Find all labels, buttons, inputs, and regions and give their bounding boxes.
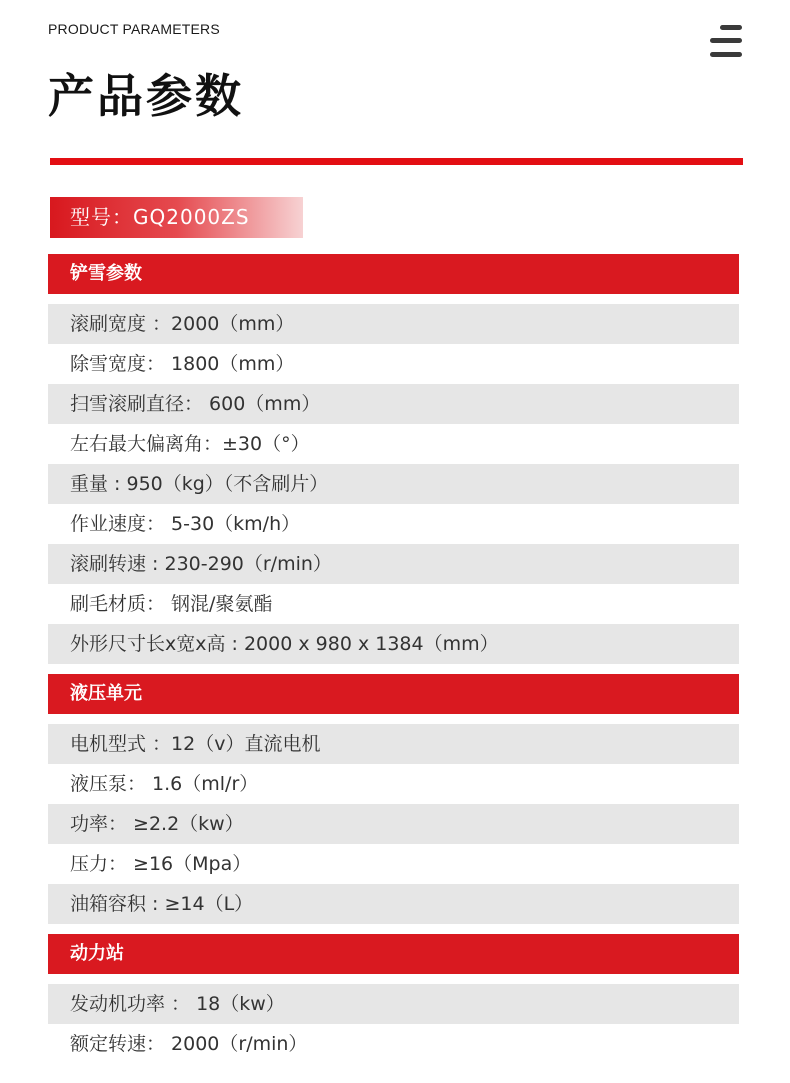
- param-row: 功率： ≥2.2（kw）: [48, 804, 739, 844]
- section-header-hydraulic: 液压单元: [48, 674, 739, 714]
- param-row: 滚刷宽度 ：2000（mm）: [48, 304, 739, 344]
- param-row: 发动机功率 ： 18（kw）: [48, 984, 739, 1024]
- param-row: 外形尺寸长x宽x高 : 2000 x 980 x 1384（mm）: [48, 624, 739, 664]
- param-row: 作业速度： 5-30（km/h）: [70, 513, 301, 535]
- menu-line: [720, 25, 742, 30]
- menu-line: [710, 52, 742, 57]
- param-row: 重量 : 950（kg）（不含刷片）: [48, 464, 739, 504]
- param-row: 压力： ≥16（Mpa）: [70, 853, 252, 875]
- model-label: 型号：GQ2000ZS: [50, 197, 303, 238]
- param-row: 扫雪滚刷直径： 600（mm）: [48, 384, 739, 424]
- page-title: 产品参数: [48, 69, 244, 123]
- section-spacer: [48, 924, 739, 934]
- param-row: 左右最大偏离角：±30（°）: [70, 433, 310, 455]
- title-divider: [50, 158, 743, 165]
- param-row: 额定转速： 2000（r/min）: [70, 1033, 308, 1055]
- menu-line: [710, 38, 742, 43]
- param-row: 油箱容积 : ≥14（L）: [48, 884, 739, 924]
- param-row: 滚刷转速 : 230-290（r/min）: [48, 544, 739, 584]
- param-row: 液压泵： 1.6（ml/r）: [70, 773, 259, 795]
- param-row: 电机型式 ：12（v）直流电机: [48, 724, 739, 764]
- section-header-snow: 铲雪参数: [48, 254, 739, 294]
- parameter-list: [48, 254, 739, 1064]
- section-spacer: [48, 664, 739, 674]
- hamburger-menu-icon[interactable]: [710, 25, 742, 59]
- page-subtitle: PRODUCT PARAMETERS: [48, 21, 220, 37]
- section-header-power: 动力站: [48, 934, 739, 974]
- param-row: 除雪宽度： 1800（mm）: [70, 353, 295, 375]
- param-row: 刷毛材质： 钢混/聚氨酯: [70, 593, 273, 615]
